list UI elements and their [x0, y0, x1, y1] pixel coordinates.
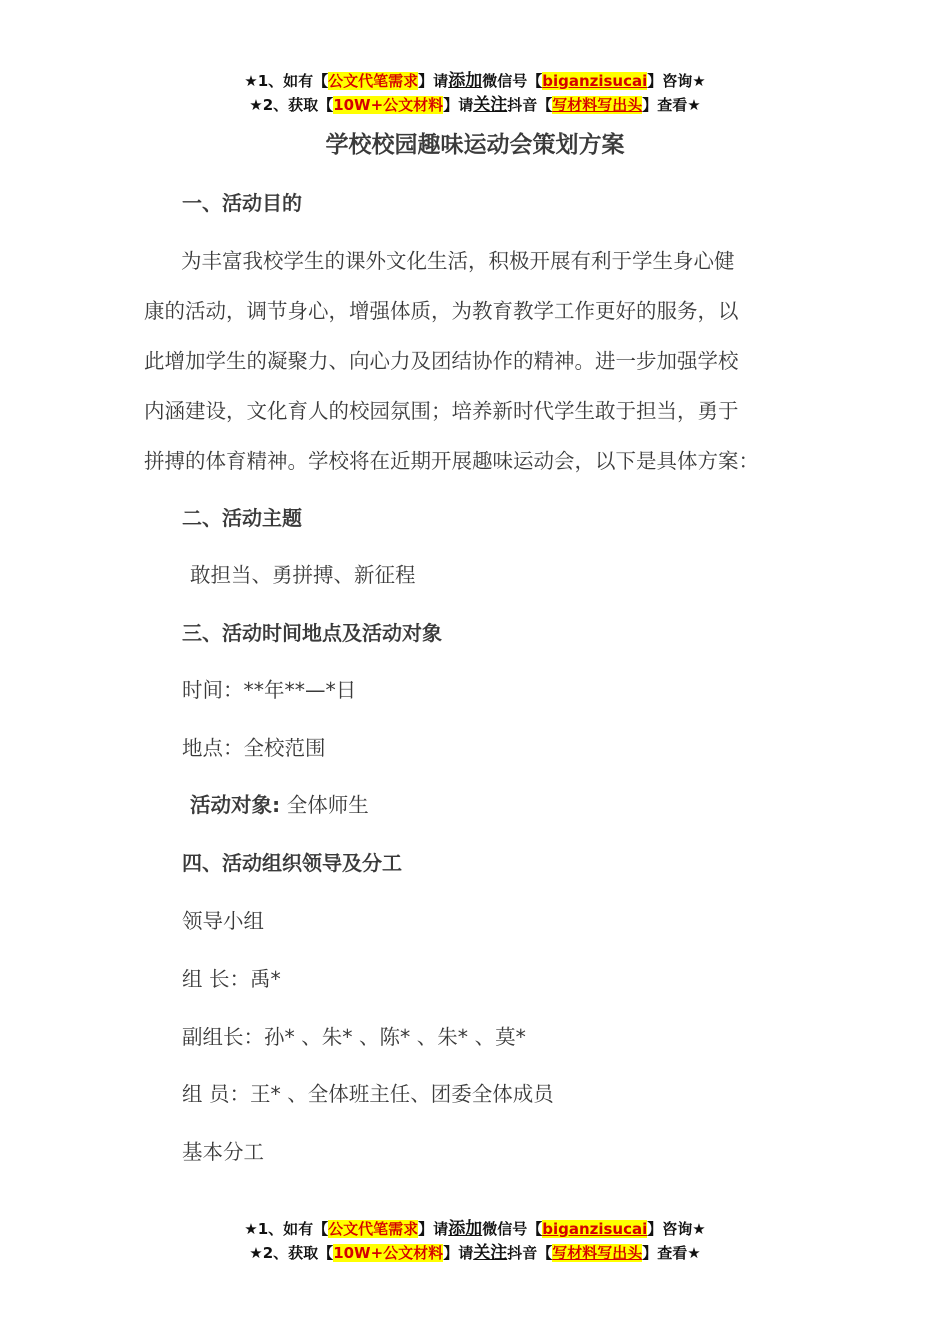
- document-title: 学校校园趣味运动会策划方案: [325, 132, 625, 158]
- banner-text: 】请: [418, 72, 449, 90]
- banner-line-2: [0, 93, 950, 117]
- banner-text: 抖音【: [507, 96, 553, 114]
- banner-emphasis: 添加: [448, 1219, 483, 1239]
- section-1-heading: 一、活动目的: [182, 191, 302, 215]
- banner-text: 】查看★: [642, 1244, 701, 1262]
- section-1-paragraph: [144, 236, 808, 486]
- banner-text: ★2、获取【: [249, 96, 334, 114]
- banner-text: 微信号【: [482, 72, 543, 90]
- banner-text: ★1、如有【: [244, 1220, 329, 1238]
- section-4-heading: 四、活动组织领导及分工: [182, 851, 402, 875]
- vice-leaders: 副组长：孙* 、朱* 、陈* 、朱* 、莫*: [182, 1025, 526, 1049]
- basic-division: 基本分工: [182, 1140, 264, 1164]
- banner-emphasis: 添加: [448, 71, 483, 91]
- paragraph-line: 康的活动，调节身心，增强体质，为教育教学工作更好的服务，以: [144, 299, 739, 323]
- banner-douyin-id: 写材料写出头: [552, 96, 643, 114]
- banner-text: ★2、获取【: [249, 1244, 334, 1262]
- banner-douyin-id: 写材料写出头: [552, 1244, 643, 1262]
- banner-highlight: 公文代笔需求: [328, 1220, 419, 1238]
- banner-text: 抖音【: [507, 1244, 553, 1262]
- banner-wechat-id: biganzisucai: [542, 1220, 648, 1238]
- banner-emphasis: 关注: [473, 95, 508, 115]
- group-members: 组 员：王* 、全体班主任、团委全体成员: [182, 1082, 554, 1106]
- banner-line-2: [0, 1241, 950, 1265]
- activity-time: 时间：**年**—*日: [182, 678, 357, 702]
- banner-wechat-id: biganzisucai: [542, 72, 648, 90]
- banner-line-1: [0, 1217, 950, 1241]
- section-3-heading: 三、活动时间地点及活动对象: [182, 621, 442, 645]
- banner-text: 】请: [443, 96, 474, 114]
- banner-text: 】请: [443, 1244, 474, 1262]
- leadership-group-title: 领导小组: [182, 909, 264, 933]
- activity-target-value: 全体师生: [280, 793, 369, 817]
- banner-emphasis: 关注: [473, 1243, 508, 1263]
- banner-highlight: 10W+公文材料: [333, 1244, 444, 1262]
- banner-text: 】咨询★: [647, 72, 706, 90]
- banner-highlight: 10W+公文材料: [333, 96, 444, 114]
- banner-text: ★1、如有【: [244, 72, 329, 90]
- activity-place: 地点：全校范围: [182, 736, 326, 760]
- banner-text: 微信号【: [482, 1220, 543, 1238]
- activity-target: [190, 790, 369, 820]
- section-2-heading: 二、活动主题: [182, 506, 302, 530]
- paragraph-line: 内涵建设，文化育人的校园氛围；培养新时代学生敢于担当，勇于: [144, 399, 739, 423]
- paragraph-line: 拼搏的体育精神。学校将在近期开展趣味运动会，以下是具体方案：: [144, 449, 759, 473]
- banner-text: 】咨询★: [647, 1220, 706, 1238]
- activity-target-label: 活动对象:: [190, 793, 281, 817]
- banner-line-1: [0, 69, 950, 93]
- banner-highlight: 公文代笔需求: [328, 72, 419, 90]
- banner-text: 】请: [418, 1220, 449, 1238]
- banner-text: 】查看★: [642, 96, 701, 114]
- footer-banner: [0, 1217, 950, 1265]
- paragraph-line: 为丰富我校学生的课外文化生活，积极开展有利于学生身心健: [181, 249, 735, 273]
- paragraph-line: 此增加学生的凝聚力、向心力及团结协作的精神。进一步加强学校: [144, 349, 739, 373]
- group-leader: 组 长：禹*: [182, 967, 281, 991]
- header-banner: [0, 69, 950, 117]
- activity-theme: 敢担当、勇拼搏、新征程: [190, 563, 416, 587]
